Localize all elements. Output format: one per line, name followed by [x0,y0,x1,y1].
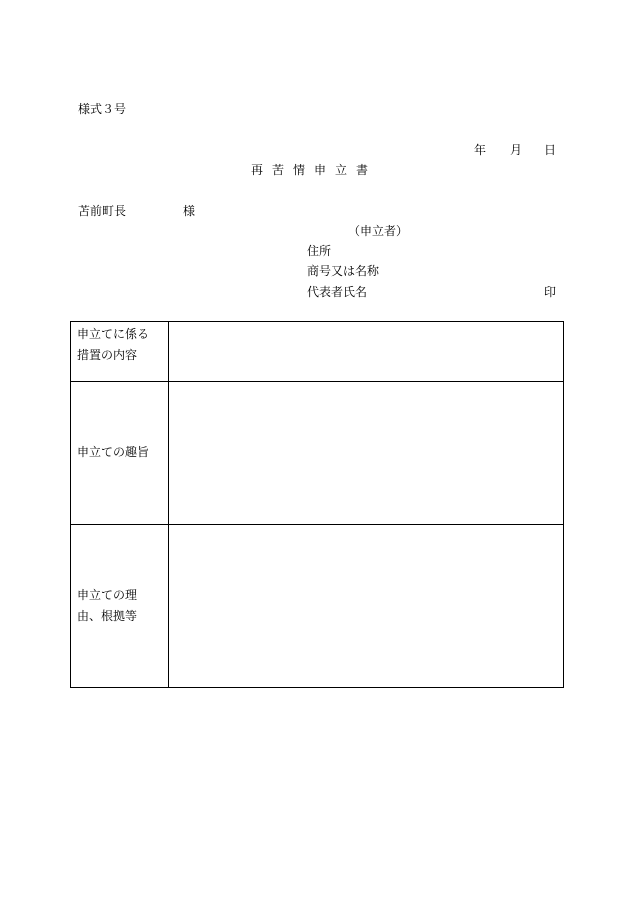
addressee-honorific: 様 [183,204,196,218]
table-row-measure-content [71,322,564,382]
table-label-reason [71,524,169,687]
document-title: 再苦情申立書 [251,163,378,177]
complaint-form-table [70,321,564,688]
label-line: 申立ての理 [77,587,138,602]
label-line: 措置の内容 [77,348,138,362]
applicant-heading: （申立者） [348,224,409,238]
label-line: 由、根拠等 [77,608,138,623]
seal-mark: 印 [544,285,557,299]
form-number: 様式３号 [78,102,127,116]
table-label-purpose [71,382,169,524]
date-day-label: 日 [544,143,557,157]
date-year-label: 年 [474,143,487,157]
table-label-measure-content [71,322,169,382]
purpose-field[interactable] [169,382,564,524]
measure-content-field[interactable] [169,322,564,382]
company-name-label: 商号又は名称 [307,264,380,278]
label-line: 申立てに係る [77,327,150,341]
date-month-label: 月 [510,143,523,157]
addressee-name: 苫前町長 [78,204,127,218]
reason-field[interactable] [169,524,564,687]
table-row-purpose [71,382,564,524]
address-label: 住所 [307,244,332,258]
table-row-reason [71,524,564,687]
representative-name-label: 代表者氏名 [307,285,368,299]
label-line: 申立ての趣旨 [77,445,150,460]
